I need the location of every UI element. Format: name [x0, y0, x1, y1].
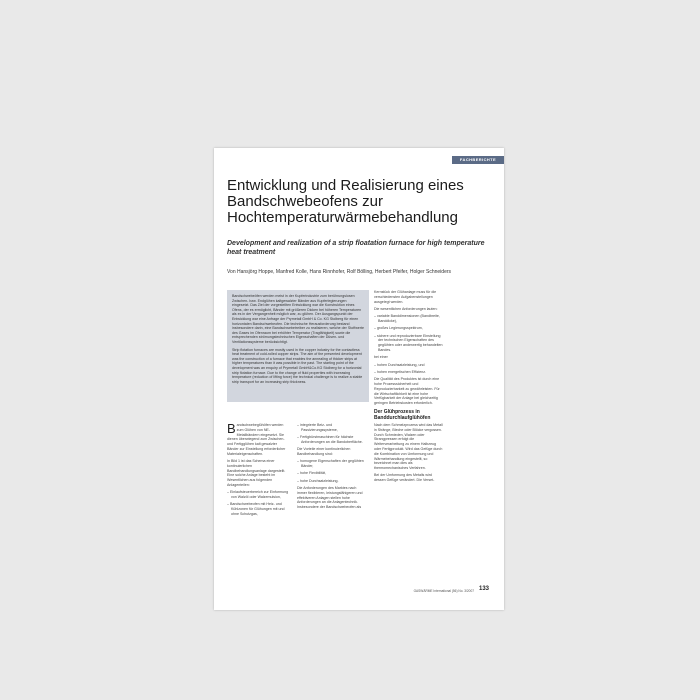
page-number: 133: [479, 586, 490, 592]
list-item: – Fertigbürstmaschinen für hächste Anforderungen an die Bandoberfläche.: [297, 435, 363, 444]
journal-footer: GASWÄRME International (56) No. 3/2007: [413, 589, 474, 593]
article-subtitle: Development and realization of a strip floatation furnace for high temperature heat treatment: [227, 240, 485, 256]
abstract-german: Bandschwebeöfen werden meist in der Kupferindustrie zum berührungslosen Zwischen- bzw. Endglühen kaltgewalzter Bänder aus Kupferlegierungen eingesetzt. Das Ziel der vorgestellten Entwicklung war die Konstruktion eines Ofens, der es ermöglicht, Bänder mit größeren Dicken bei höheren Temperaturen als es in der Vergangenheit möglich war, zu glühen. Der Ausgangspunkt der Entwicklung war eine Anfrage der Prymetall GmbH & Co. KG Stolberg für einen horizontalen Bandschwebeofen. Die technische Herausforderung bestand insbesondere darin, eine Bandschwebetreiber zu realisieren, welche der Stoffwerte des Gases im Ofenraum bei erhöhter Temperatur (Tragfähigkeit) sowie die entsprechenden strömungstechnischen Eigenschaften der Düsen- und Ventilationssysteme berücksichtigt.: [232, 294, 364, 344]
authors-line: Von Hansjörg Hoppe, Manfred Kolle, Hans Rinnhofer, Rolf Bölling, Herbert Pfeifer, Holger Schneiders: [227, 269, 452, 275]
body-column-2: [297, 423, 367, 598]
drop-cap: B: [227, 423, 236, 436]
body-paragraph: Nach dem Schmelzprozess wird das Metall in Stränge, Bleche oder Blöcke vergossen. Durch Schmieden, Walzen oder Strangpressen erfolgt die Weiterverarbeitung zu einem Halbzeug oder Fertigprodukt. Wird das Gefüge durch die Kombination von Umformung und Wärmebehandlung eingestellt, so bezeichnet man dies als thermomechanisches Verfahren.: [374, 422, 443, 471]
body-paragraph: Kernstück der Glühanlage muss für die verschiedensten Aufgabenstellungen ausgelegt werden.: [374, 290, 437, 304]
body-paragraph: In Bild 1 ist das Schema einer kontinuierlichen Bandbehandlungsanlage dargestellt. Eine solche Anlage besteht im Wesentlichen aus folgenden Anlagenteilen:: [227, 459, 286, 488]
section-tag: FACHBERICHTE: [452, 156, 504, 164]
list-item: – Einlaufsteuerbereich zur Einformung von Walzöl oder Walzemulsion,: [227, 490, 289, 500]
body-paragraph: Die Vorteile einer kontinuierlichen Bandbehandlung sind:: [297, 447, 351, 456]
body-paragraph: bei einer: [374, 355, 388, 360]
body-paragraph: Die wesentlichen Anforderungen lauten:: [374, 306, 438, 311]
list-item: – homogene Eigenschaften der geglühten Bänder,: [297, 459, 364, 469]
body-column-1: [227, 423, 289, 598]
list-item: – integrierte Beiz- und Passivierungssysteme,: [297, 423, 338, 432]
body-paragraph: Bei der Umformung des Metalls wird dessen Gefüge verändert. Die Verset-: [374, 473, 435, 483]
body-column-3: [374, 290, 444, 582]
list-item: – hohen energetischen Effizienz.: [374, 369, 427, 374]
list-item: – hohe Flexibilität,: [297, 471, 326, 476]
abstract-box: [227, 290, 369, 402]
body-paragraph: Die Anforderungen des Marktes nach immer flexibleren, leistungsfähigeren und effektiveren Anlagen stellen hohe Anforderungen an die Anlagentechnik. Insbesondere der Bandschwebeofen als: [297, 485, 363, 510]
list-item: – sichere und reproduzierbare Einstellung der technischen Eigenschaften des geglühten oder anderwertig behandelten Bandes.: [374, 333, 443, 352]
abstract-english: Strip flotation furnaces are mostly used in the copper industry for the contactless heat treatment of cold-rolled copper strips. The aim of the presented development was the construction of a furnace that enables the annealing of thicker strips at higher temperatures than it was possible in the past. The starting point of the development was an enquiry of Prymetall GmbH&Co.KG Stolberg for a horizontal strip flotation furnace. Due to the change of fluid properties with increasing temperature (reduction of lifting force) the technical challenge is to realize a stable strip transport for an increasing strip thickness.: [232, 347, 363, 384]
list-item: – Bandschwebeofen mit Heiz- und Kühlzonen für Glühungen mit und ohne Schutzgas,: [227, 502, 285, 517]
list-item: – hohen Durchsatzleistung, und: [374, 362, 425, 367]
article-title: Entwicklung und Realisierung eines Bandschwebeofens zur Hochtemperaturwärmebehandlung: [227, 177, 464, 226]
list-item: – großes Legierungsspektrum,: [374, 326, 423, 331]
intro-paragraph: Bandschwebeglühöfen werden zum Glühen von NE-Metallbändern eingesetzt. Sie dienen überwiegend zum Zwischen- und Fertigglühen kalt gewalzter Bänder zur Einstellung erforderlicher Materialeigenschaften.: [227, 423, 286, 456]
list-item: – variable Banddimensionen (Bandbreite, Banddicke),: [374, 314, 440, 323]
journal-page: [214, 148, 504, 610]
section-heading: Der Glühprozess in Banddurchlaufglühöfen: [374, 408, 431, 421]
body-paragraph: Die Qualität des Produktes ist durch eine hohe Prozesssicherheit und Reproduzierbarkeit zu gewährleisten. Für die Wirtschaftlichkeit ist eine hohe Verfügbarkeit der Anlage bei gleichzeitig geringen Betriebskosten erforderlich.: [374, 377, 440, 406]
list-item: – hohe Durchsatzleistung.: [297, 478, 339, 483]
